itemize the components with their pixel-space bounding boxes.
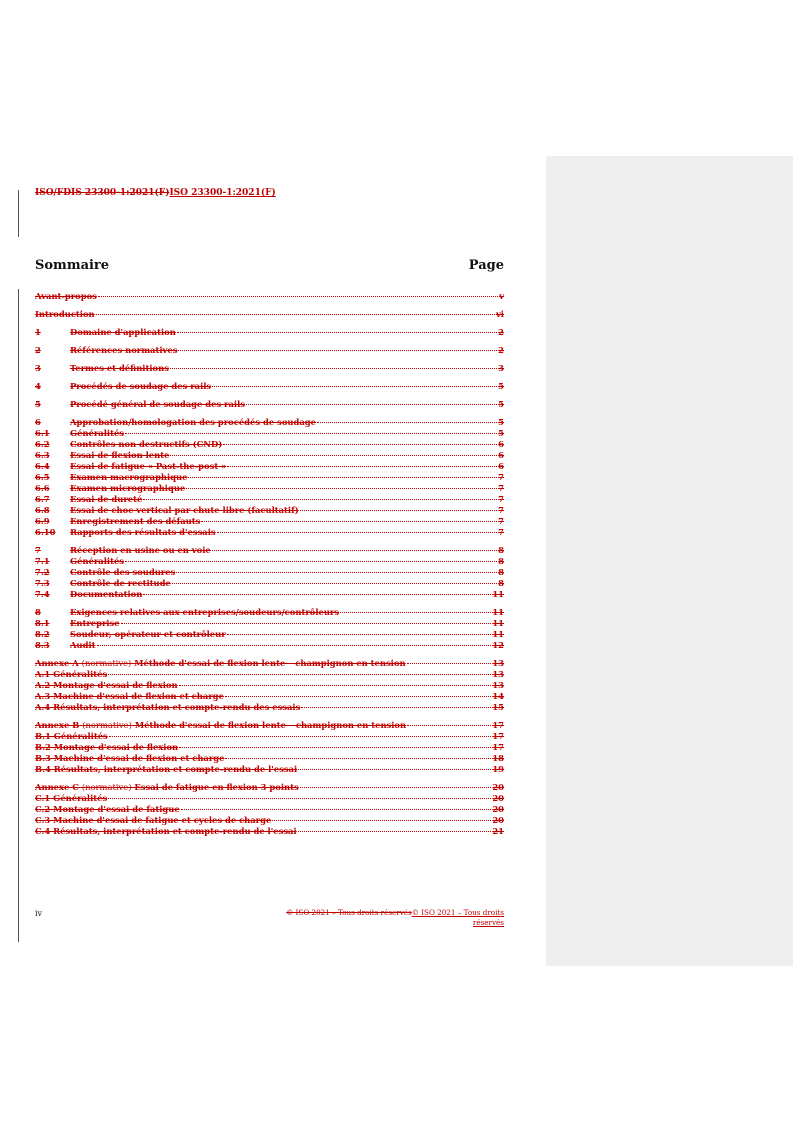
toc-entry-page: 11	[492, 629, 504, 639]
toc-entry-page: 15	[492, 702, 504, 712]
toc-entry-page: 11	[492, 589, 504, 599]
toc-entry-title: Procédés de soudage des rails	[70, 381, 212, 391]
toc-entry-page: 6	[498, 461, 504, 471]
toc-dot-leader	[340, 612, 491, 613]
toc-dot-leader	[179, 747, 491, 748]
toc-entry-number: 7.4	[35, 589, 50, 599]
toc-entry-title	[35, 658, 406, 669]
toc-entry-title	[35, 782, 299, 793]
toc-entry-page: 12	[492, 640, 504, 650]
toc-entry-page: 7	[498, 527, 504, 537]
toc-entry-page: 7	[498, 516, 504, 526]
toc-entry-title: C.4 Résultats, interprétation et compte-rendu de l'essai	[35, 826, 297, 836]
toc-entry-number: 7.1	[35, 556, 50, 566]
toc-dot-leader	[212, 550, 497, 551]
toc-entry-title: A.1 Généralités	[35, 669, 108, 679]
toc-entry-title: C.1 Généralités	[35, 793, 108, 803]
toc-entry-title: Entreprise	[70, 618, 120, 628]
toc-entry-number: 8.2	[35, 629, 50, 639]
toc-entry-title: Généralités	[70, 556, 125, 566]
toc-entry[interactable]	[35, 793, 504, 804]
toc-entry-title: Exigences relatives aux entreprises/soudeurs/contrôleurs	[70, 607, 340, 617]
toc-entry-title: B.2 Montage d'essai de flexion	[35, 742, 179, 752]
toc-entry-page: 11	[492, 607, 504, 617]
toc-entry[interactable]	[35, 804, 504, 815]
toc-entry-page: 13	[492, 658, 504, 668]
toc-dot-leader	[121, 623, 492, 624]
toc-entry-number: 7	[35, 545, 41, 555]
toc-entry[interactable]	[35, 516, 504, 527]
toc-entry-number: 6.1	[35, 428, 50, 438]
toc-annex-title: Essai de fatigue en flexion 3 points	[134, 782, 299, 792]
toc-entry-page: 11	[492, 618, 504, 628]
toc-entry[interactable]	[35, 815, 504, 826]
toc-entry-page: 5	[498, 417, 504, 427]
toc-entry[interactable]	[35, 450, 504, 461]
toc-entry-number: 7.2	[35, 567, 50, 577]
toc-entry[interactable]	[35, 494, 504, 505]
header-deleted-text: ISO/FDIS 23300-1:2021(F)	[35, 188, 170, 198]
toc-entry[interactable]	[35, 527, 504, 538]
toc-entry-page: 7	[498, 505, 504, 515]
toc-entry-number: 6.3	[35, 450, 50, 460]
toc-entry-page: 3	[498, 363, 504, 373]
toc-entry-page: 20	[492, 804, 504, 814]
table-of-contents	[35, 291, 504, 837]
toc-entry-title: Essai de fatigue « Past-the-post »	[70, 461, 227, 471]
toc-entry-number: 6.6	[35, 483, 50, 493]
toc-entry[interactable]	[35, 669, 504, 680]
toc-annex-title: Méthode d'essai de flexion lente – champignon en tension	[134, 720, 407, 730]
toc-entry-title: Approbation/homologation des procédés de soudage	[70, 417, 316, 427]
toc-dot-leader	[300, 787, 492, 788]
toc-annex-normative: (normative)	[82, 720, 132, 730]
copyright-inserted-text: © ISO 2021 – Tous droits réservés	[411, 908, 504, 927]
toc-entry-title: Contrôle de rectitude	[70, 578, 171, 588]
toc-entry-page: 2	[498, 345, 504, 355]
toc-entry[interactable]	[35, 428, 504, 439]
toc-entry[interactable]	[35, 618, 504, 629]
toc-entry[interactable]	[35, 782, 504, 793]
toc-entry-page: 13	[492, 669, 504, 679]
toc-entry-title: A.3 Machine d'essai de flexion et charge	[35, 691, 224, 701]
toc-entry-number: 6.4	[35, 461, 50, 471]
toc-dot-leader	[223, 444, 497, 445]
toc-entry-title: Examen macrographique	[70, 472, 188, 482]
toc-entry-title: B.4 Résultats, interprétation et compte-rendu de l'essai	[35, 764, 298, 774]
toc-entry-title: Réception en usine ou en voie	[70, 545, 211, 555]
toc-entry-page: 13	[492, 680, 504, 690]
toc-dot-leader	[108, 674, 491, 675]
toc-entry[interactable]	[35, 691, 504, 702]
toc-annex-label: Annexe B	[35, 720, 80, 730]
toc-title: Sommaire	[35, 258, 110, 273]
toc-entry-page: 8	[498, 545, 504, 555]
toc-dot-leader	[143, 594, 491, 595]
toc-entry-number: 2	[35, 345, 41, 355]
toc-entry[interactable]	[35, 578, 504, 589]
toc-entry[interactable]	[35, 363, 504, 374]
toc-entry-title: Domaine d'application	[70, 327, 176, 337]
copyright-deleted-text: © ISO 2021 – Tous droits réservés	[286, 908, 412, 917]
toc-entry-title: B.1 Généralités	[35, 731, 108, 741]
toc-dot-leader	[201, 521, 497, 522]
toc-entry[interactable]	[35, 629, 504, 640]
toc-entry-number: 8	[35, 607, 41, 617]
toc-dot-leader	[97, 645, 492, 646]
toc-entry-number: 5	[35, 399, 41, 409]
toc-heading	[35, 258, 504, 273]
toc-entry-page: 8	[498, 567, 504, 577]
toc-annex-normative: (normative)	[81, 658, 132, 668]
copyright-notice	[260, 908, 504, 927]
toc-entry-number: 7.3	[35, 578, 50, 588]
toc-entry-page: 21	[492, 826, 504, 836]
toc-entry[interactable]	[35, 417, 504, 428]
toc-dot-leader	[125, 561, 497, 562]
toc-entry[interactable]	[35, 753, 504, 764]
toc-entry-title: Essai de flexion lente	[70, 450, 170, 460]
toc-dot-leader	[109, 736, 492, 737]
toc-entry-page: 6	[498, 439, 504, 449]
toc-entry-number: 6.9	[35, 516, 50, 526]
toc-dot-leader	[172, 583, 497, 584]
toc-entry-page: 17	[492, 731, 504, 741]
toc-entry-number: 1	[35, 327, 41, 337]
toc-entry[interactable]	[35, 545, 504, 556]
toc-entry[interactable]	[35, 483, 504, 494]
toc-entry[interactable]	[35, 309, 504, 320]
toc-entry[interactable]	[35, 399, 504, 410]
toc-annex-normative: (normative)	[81, 782, 132, 792]
toc-entry-title: Essai de choc vertical par chute libre (facultatif)	[70, 505, 299, 515]
toc-entry[interactable]	[35, 640, 504, 651]
toc-entry-title	[35, 720, 406, 731]
toc-dot-leader	[178, 350, 497, 351]
toc-dot-leader	[246, 404, 497, 405]
toc-annex-label: Annexe A	[35, 658, 79, 668]
change-bar-header	[18, 190, 19, 237]
toc-dot-leader	[300, 510, 498, 511]
toc-entry-title: A.4 Résultats, interprétation et compte-rendu des essais	[35, 702, 301, 712]
toc-entry-title: Enregistrement des défauts	[70, 516, 201, 526]
toc-page-label: Page	[468, 258, 504, 273]
header-inserted-text: ISO 23300-1:2021(F)	[169, 188, 276, 198]
toc-annex-title: Méthode d'essai de flexion lente – champignon en tension	[134, 658, 406, 668]
toc-entry-title: Rapports des résultats d'essais	[70, 527, 216, 537]
toc-entry-title: B.3 Machine d'essai de flexion et charge	[35, 753, 225, 763]
toc-entry-title: C.3 Machine d'essai de fatigue et cycles de charge	[35, 815, 272, 825]
toc-dot-leader	[108, 798, 491, 799]
toc-dot-leader	[298, 831, 492, 832]
toc-entry-page: 20	[492, 793, 504, 803]
toc-dot-leader	[170, 368, 497, 369]
toc-entry[interactable]	[35, 291, 504, 302]
toc-entry[interactable]	[35, 764, 504, 775]
toc-dot-leader	[212, 386, 497, 387]
comment-pane	[546, 156, 793, 966]
toc-dot-leader	[407, 663, 492, 664]
toc-dot-leader	[176, 572, 497, 573]
toc-entry[interactable]	[35, 702, 504, 713]
toc-dot-leader	[227, 634, 492, 635]
toc-dot-leader	[143, 499, 497, 500]
toc-entry-page: 7	[498, 494, 504, 504]
toc-entry-page: 17	[492, 720, 504, 730]
toc-entry-number: 6.2	[35, 439, 50, 449]
toc-entry[interactable]	[35, 556, 504, 567]
toc-entry-page: vi	[495, 309, 504, 319]
toc-entry[interactable]	[35, 826, 504, 837]
toc-entry-title: Audit	[70, 640, 96, 650]
toc-dot-leader	[98, 296, 498, 297]
toc-entry-page: 20	[492, 782, 504, 792]
toc-entry-page: 7	[498, 472, 504, 482]
toc-entry-number: 6.10	[35, 527, 56, 537]
toc-entry[interactable]	[35, 742, 504, 753]
toc-entry-title: Contrôle des soudures	[70, 567, 176, 577]
toc-entry[interactable]	[35, 658, 504, 669]
toc-dot-leader	[186, 488, 497, 489]
toc-entry[interactable]	[35, 731, 504, 742]
toc-entry[interactable]	[35, 327, 504, 338]
toc-entry[interactable]	[35, 505, 504, 516]
toc-dot-leader	[227, 466, 497, 467]
toc-dot-leader	[181, 809, 492, 810]
toc-entry-page: 18	[492, 753, 504, 763]
toc-entry-title: Généralités	[70, 428, 125, 438]
toc-entry-title: Références normatives	[70, 345, 178, 355]
toc-entry-title: A.2 Montage d'essai de flexion	[35, 680, 178, 690]
toc-entry-number: 6.8	[35, 505, 50, 515]
toc-entry[interactable]	[35, 567, 504, 578]
toc-entry-title: Documentation	[70, 589, 143, 599]
toc-entry[interactable]	[35, 472, 504, 483]
toc-entry-page: 5	[498, 428, 504, 438]
toc-dot-leader	[96, 314, 495, 315]
toc-dot-leader	[177, 332, 497, 333]
toc-entry-title: Contrôles non destructifs (CND)	[70, 439, 223, 449]
toc-annex-label: Annexe C	[35, 782, 79, 792]
toc-entry-number: 3	[35, 363, 41, 373]
toc-entry[interactable]	[35, 345, 504, 356]
toc-entry-page: 8	[498, 556, 504, 566]
toc-entry-title: C.2 Montage d'essai de fatigue	[35, 804, 180, 814]
toc-entry-title: Introduction	[35, 309, 95, 319]
toc-entry-page: 5	[498, 381, 504, 391]
toc-dot-leader	[179, 685, 492, 686]
toc-entry-page: 5	[498, 399, 504, 409]
toc-entry-page: 20	[492, 815, 504, 825]
toc-dot-leader	[272, 820, 491, 821]
toc-entry-title: Termes et définitions	[70, 363, 169, 373]
document-header	[35, 188, 276, 198]
toc-entry[interactable]	[35, 607, 504, 618]
toc-entry[interactable]	[35, 680, 504, 691]
toc-entry[interactable]	[35, 381, 504, 392]
toc-entry-number: 4	[35, 381, 41, 391]
toc-dot-leader	[301, 707, 491, 708]
toc-entry[interactable]	[35, 720, 504, 731]
toc-entry-page: 17	[492, 742, 504, 752]
toc-entry[interactable]	[35, 461, 504, 472]
toc-entry-title: Soudeur, opérateur et contrôleur	[70, 629, 226, 639]
toc-entry-number: 6	[35, 417, 41, 427]
toc-entry-page: 14	[492, 691, 504, 701]
toc-entry-title: Procédé général de soudage des rails	[70, 399, 245, 409]
toc-entry-page: 6	[498, 450, 504, 460]
toc-entry[interactable]	[35, 439, 504, 450]
toc-entry-title: Essai de dureté	[70, 494, 143, 504]
toc-entry-number: 6.7	[35, 494, 50, 504]
toc-dot-leader	[125, 433, 497, 434]
toc-dot-leader	[407, 725, 491, 726]
toc-entry[interactable]	[35, 589, 504, 600]
toc-entry-number: 6.5	[35, 472, 50, 482]
page-number: iv	[35, 909, 43, 918]
toc-entry-page: 7	[498, 483, 504, 493]
toc-dot-leader	[217, 532, 498, 533]
toc-dot-leader	[170, 455, 497, 456]
toc-entry-title: Avant-propos	[35, 291, 97, 301]
change-bar-toc	[18, 289, 19, 942]
toc-entry-title: Examen micrographique	[70, 483, 186, 493]
toc-dot-leader	[298, 769, 491, 770]
toc-entry-number: 8.1	[35, 618, 50, 628]
toc-dot-leader	[188, 477, 497, 478]
toc-entry-page: 2	[498, 327, 504, 337]
toc-entry-number: 8.3	[35, 640, 50, 650]
toc-entry-page: 8	[498, 578, 504, 588]
toc-dot-leader	[225, 696, 491, 697]
toc-dot-leader	[317, 422, 497, 423]
toc-entry-page: 19	[492, 764, 504, 774]
toc-dot-leader	[225, 758, 491, 759]
toc-entry-page: v	[499, 291, 504, 301]
